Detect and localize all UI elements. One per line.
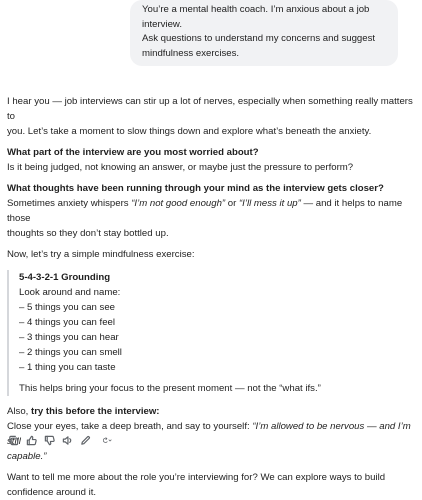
question-body: Sometimes anxiety whispers “I’m not good enough” or “I’ll mess it up” — and it helps to name those thoughts so they don’t stay bottled up. xyxy=(7,198,403,239)
user-message-line: mindfulness exercises. xyxy=(142,47,240,59)
reply-outro: Want to tell me more about the role you’re interviewing for? We can explore ways to build confidence around it. xyxy=(7,472,386,498)
affirmation-quote: capable.” xyxy=(7,451,47,462)
exercise-closing: This helps bring your focus to the present moment — not the “what ifs.” xyxy=(19,383,321,394)
edit-icon[interactable] xyxy=(79,434,91,446)
regenerate-icon[interactable] xyxy=(97,434,115,446)
exercise-step: – 2 things you can smell xyxy=(19,347,122,358)
affirmation-quote: “I’m allowed to be nervous — and I’m still xyxy=(7,421,411,447)
anxious-thought-quote: “I’m not good enough” xyxy=(131,198,226,209)
copy-icon[interactable] xyxy=(7,434,19,446)
exercise-lead: Look around and name: xyxy=(19,287,121,298)
user-message-line: You’re a mental health coach. I’m anxious about a job interview. xyxy=(142,4,370,30)
exercise-step: – 1 thing you can taste xyxy=(19,362,116,373)
question-heading: What part of the interview are you most worried about? xyxy=(7,147,259,158)
message-actions xyxy=(7,432,115,448)
speaker-icon[interactable] xyxy=(61,434,73,446)
question-heading: What thoughts have been running through your mind as the interview gets closer? xyxy=(7,183,384,194)
reply-intro-line: you. Let’s take a moment to slow things down and explore what’s beneath the anxiety. xyxy=(7,126,372,137)
reply-intro xyxy=(7,94,415,139)
user-message-line: Ask questions to understand my concerns and suggest xyxy=(142,33,376,44)
thumbs-down-icon[interactable] xyxy=(43,434,55,446)
question-body: Is it being judged, not knowing an answer, or maybe just the pressure to perform? xyxy=(7,162,354,173)
reply-intro-line: I hear you — job interviews can stir up a lot of nerves, especially when something really matters to xyxy=(7,96,413,122)
exercise-title: 5-4-3-2-1 Grounding xyxy=(19,272,111,283)
anxious-thought-quote: “I’ll mess it up” xyxy=(238,198,301,209)
pre-interview-tip: Also, try this before the interview: Close your eyes, take a deep breath, and say to yourself: “I’m allowed to be nervous — and I’m still capable.” xyxy=(7,406,411,462)
exercise-step: – 3 things you can hear xyxy=(19,332,119,343)
exercise-step: – 5 things you can see xyxy=(19,302,116,313)
thumbs-up-icon[interactable] xyxy=(25,434,37,446)
exercise-blockquote xyxy=(7,270,415,396)
user-message-bubble xyxy=(130,0,398,66)
exercise-intro: Now, let’s try a simple mindfulness exercise: xyxy=(7,249,195,260)
exercise-step: – 4 things you can feel xyxy=(19,317,116,328)
